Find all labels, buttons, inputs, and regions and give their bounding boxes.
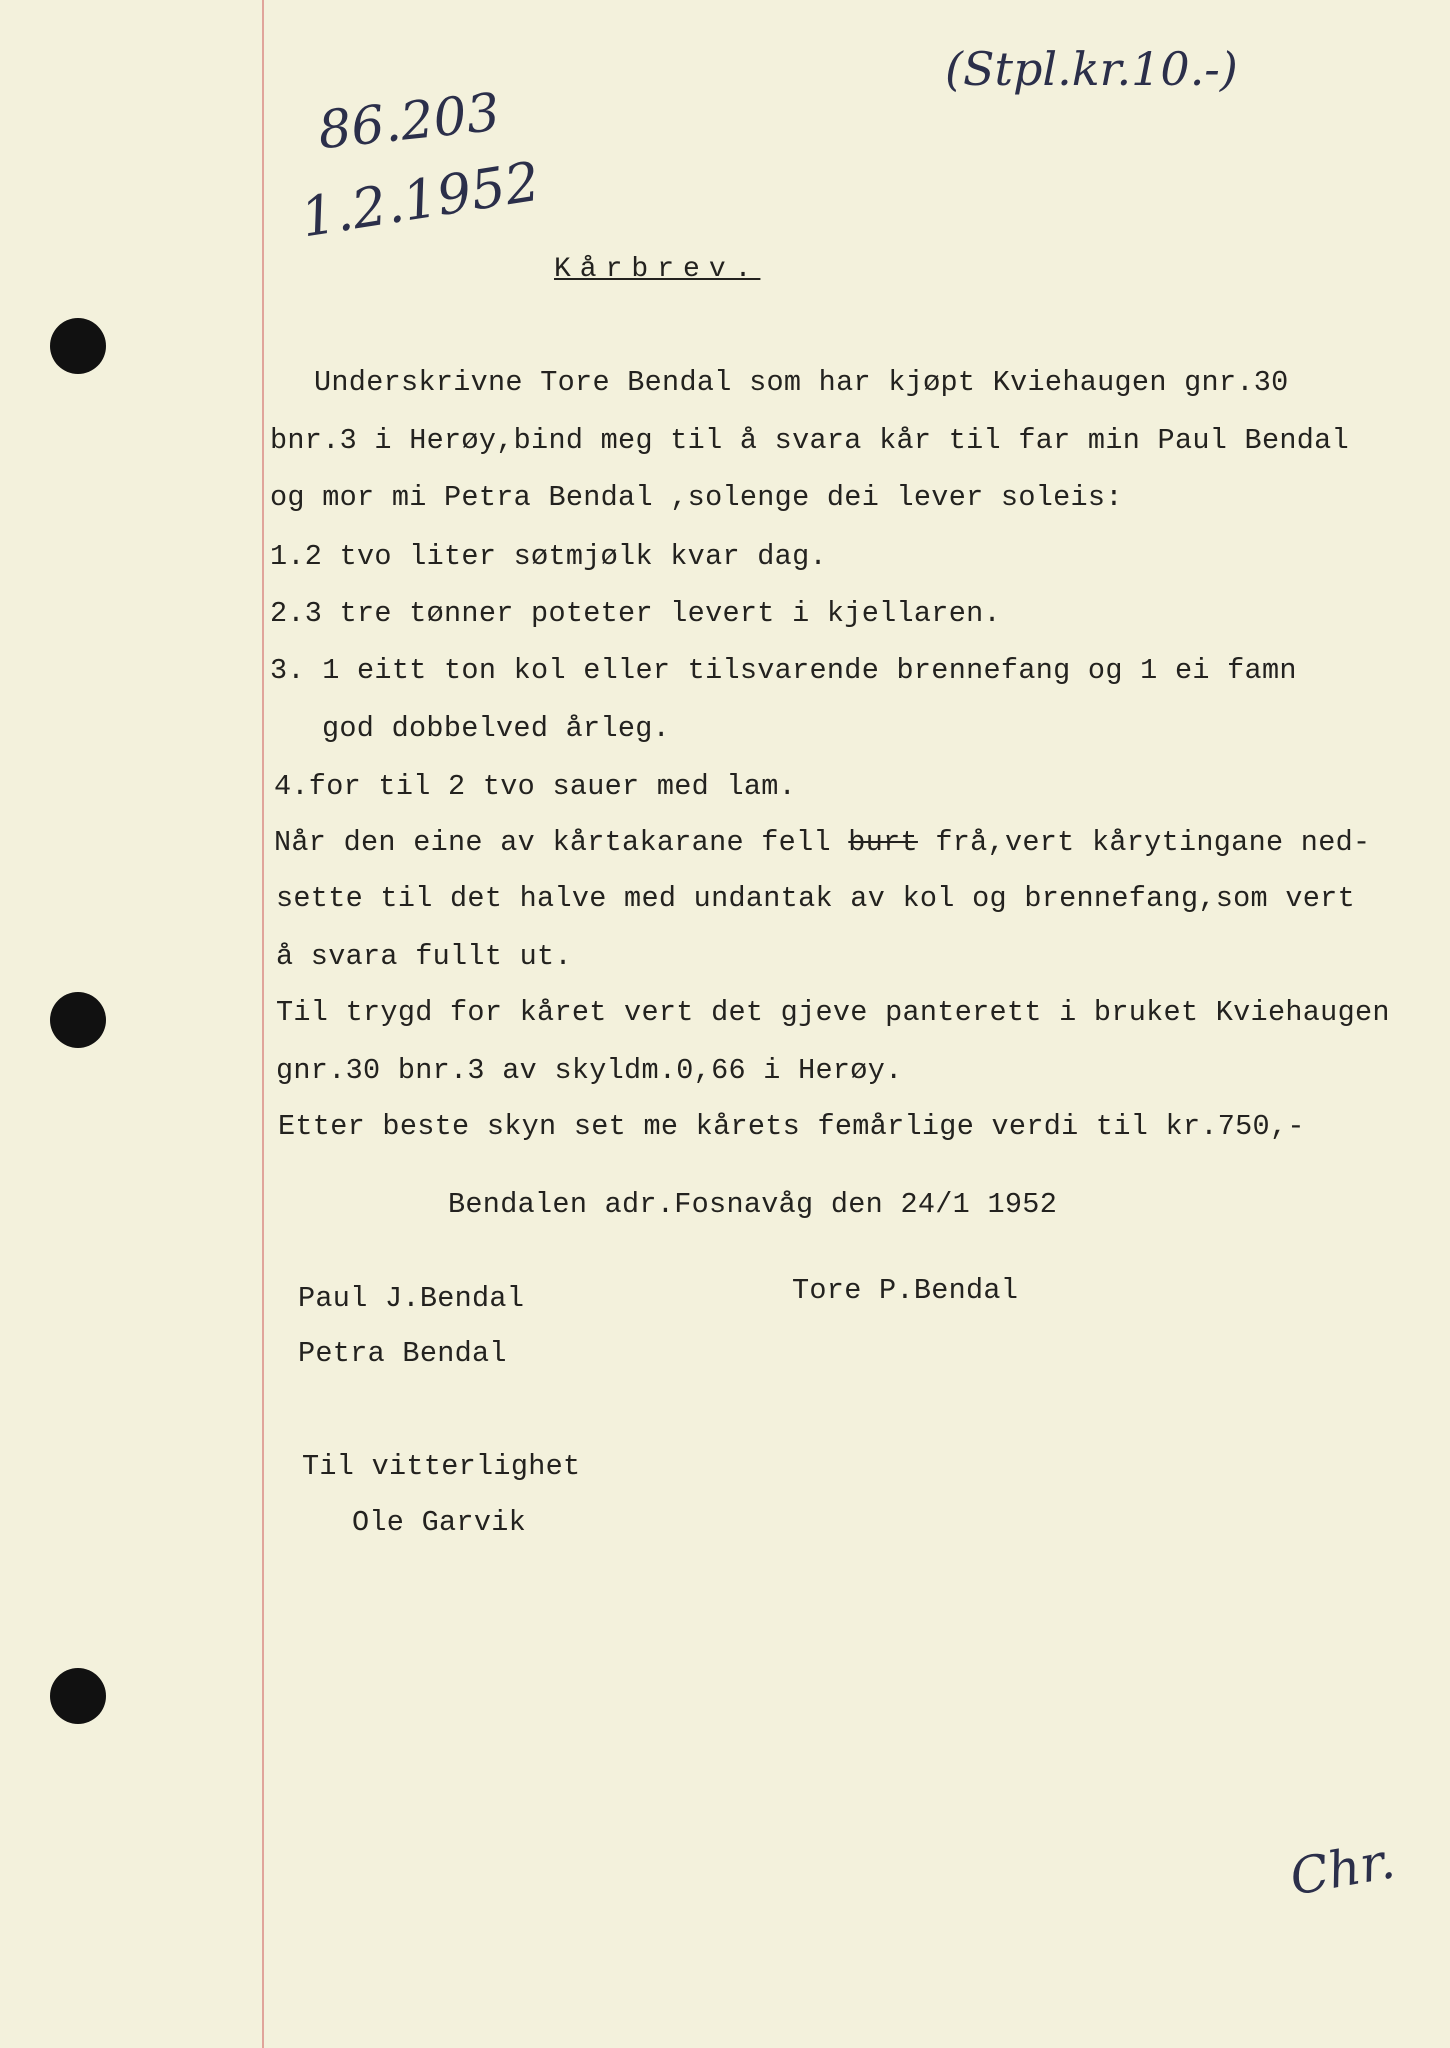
list-item-continuation: god dobbelved årleg. [322,712,671,745]
body-line: sette til det halve med undantak av kol og brennefang,som vert [276,882,1355,915]
place-date: Bendalen adr.Fosnavåg den 24/1 1952 [448,1188,1058,1221]
body-line [274,826,1370,859]
body-line: å svara fullt ut. [276,940,572,973]
margin-line [262,0,264,2048]
list-item: 3. 1 eitt ton kol eller tilsvarende brennefang og 1 ei famn [270,654,1297,687]
punch-hole-middle [50,992,106,1048]
clerk-initials: Chr. [1285,1831,1400,1907]
witness-name: Ole Garvik [352,1506,527,1539]
list-item: 4.for til 2 tvo sauer med lam. [274,770,797,803]
struck-word: burt [848,826,918,859]
reference-number: 86.203 [315,82,503,162]
body-line: gnr.30 bnr.3 av skyldm.0,66 i Herøy. [276,1054,903,1087]
punch-hole-bottom [50,1668,106,1724]
body-line: Til trygd for kåret vert det gjeve panterett i bruket Kviehaugen [276,996,1390,1029]
signatory-right: Tore P.Bendal [792,1274,1019,1307]
document-title: Kårbrev. [554,254,761,285]
signatory-left: Petra Bendal [298,1337,507,1370]
body-line: Etter beste skyn set me kårets femårlige verdi til kr.750,- [278,1110,1305,1143]
punch-hole-top [50,318,106,374]
body-line-start: Når den eine av kårtakarane fell [274,826,831,859]
body-line: bnr.3 i Herøy,bind meg til å svara kår til far min Paul Bendal [270,424,1349,457]
body-line: Underskrivne Tore Bendal som har kjøpt Kviehaugen gnr.30 [314,366,1289,399]
witness-heading: Til vitterlighet [302,1450,581,1483]
body-line: og mor mi Petra Bendal ,solenge dei lever soleis: [270,481,1123,514]
list-item: 1.2 tvo liter søtmjølk kvar dag. [270,540,827,573]
list-item: 2.3 tre tønner poteter levert i kjellaren. [270,597,1001,630]
registration-date: 1.2.1952 [296,149,544,250]
stamp-fee: (Stpl.kr.10.-) [945,42,1238,96]
body-line-end: frå,vert kårytingane ned- [935,826,1371,859]
signatory-left: Paul J.Bendal [298,1282,525,1315]
